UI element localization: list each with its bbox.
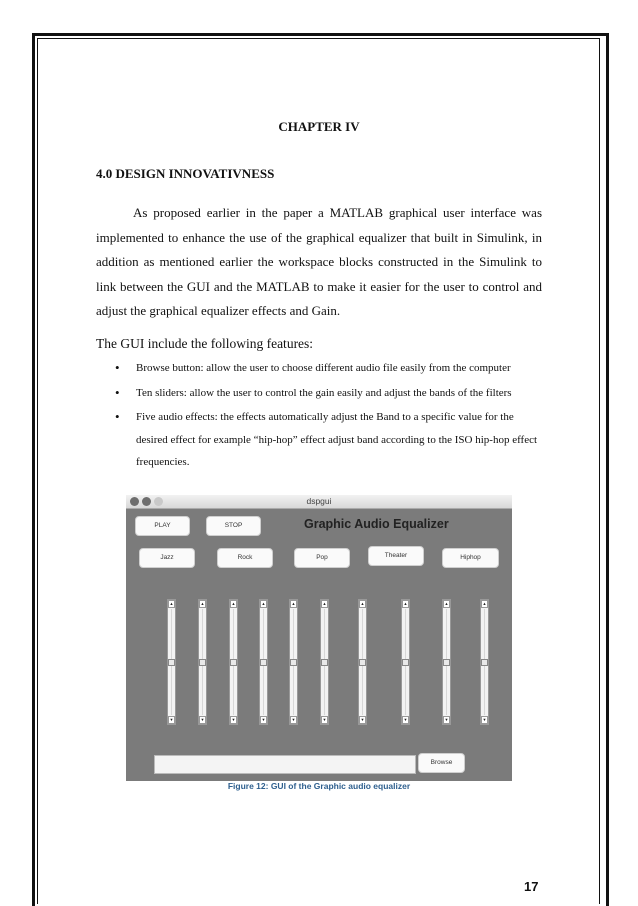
band-slider-4[interactable] (259, 599, 268, 725)
band-slider-10[interactable] (480, 599, 489, 725)
slider-up-arrow-icon[interactable]: ▲ (482, 601, 487, 606)
browse-button[interactable]: Browse (418, 753, 465, 773)
slider-down-arrow-icon[interactable]: ▼ (261, 717, 266, 722)
band-slider-9[interactable] (442, 599, 451, 725)
slider-up-arrow-icon[interactable]: ▲ (322, 601, 327, 606)
slider-down-arrow-icon[interactable]: ▼ (231, 717, 236, 722)
slider-up-arrow-icon[interactable]: ▲ (444, 601, 449, 606)
slider-thumb[interactable] (168, 659, 175, 666)
features-list (113, 357, 543, 476)
slider-down-arrow-icon[interactable]: ▼ (482, 717, 487, 722)
slider-thumb[interactable] (402, 659, 409, 666)
effect-jazz-button[interactable]: Jazz (139, 548, 195, 568)
band-slider-3[interactable] (229, 599, 238, 725)
slider-down-arrow-icon[interactable]: ▼ (444, 717, 449, 722)
section-heading: 4.0 DESIGN INNOVATIVNESS (96, 166, 275, 181)
effect-theater-button[interactable]: Theater (368, 546, 424, 566)
slider-down-arrow-icon[interactable]: ▼ (322, 717, 327, 722)
effect-pop-button[interactable]: Pop (294, 548, 350, 568)
slider-thumb[interactable] (230, 659, 237, 666)
band-slider-2[interactable] (198, 599, 207, 725)
slider-up-arrow-icon[interactable]: ▲ (200, 601, 205, 606)
file-path-field[interactable] (154, 755, 416, 774)
band-slider-8[interactable] (401, 599, 410, 725)
page-number: 17 (524, 879, 539, 894)
effect-hiphop-button[interactable]: Hiphop (442, 548, 499, 568)
slider-down-arrow-icon[interactable]: ▼ (169, 717, 174, 722)
band-slider-7[interactable] (358, 599, 367, 725)
gui-figure (126, 495, 512, 781)
window-titlebar (126, 495, 512, 509)
slider-thumb[interactable] (199, 659, 206, 666)
slider-down-arrow-icon[interactable]: ▼ (200, 717, 205, 722)
slider-up-arrow-icon[interactable]: ▲ (261, 601, 266, 606)
feature-item: • Five audio effects: the effects automatically adjust the Band to a specific value for the desired effect for example “hip-hop” effect adjust band according to the ISO hip-hop effect frequencies. (113, 406, 543, 474)
band-slider-6[interactable] (320, 599, 329, 725)
slider-down-arrow-icon[interactable]: ▼ (360, 717, 365, 722)
feature-item: • Ten sliders: allow the user to control the gain easily and adjust the bands of the filters (113, 382, 543, 405)
slider-thumb[interactable] (321, 659, 328, 666)
slider-up-arrow-icon[interactable]: ▲ (403, 601, 408, 606)
slider-down-arrow-icon[interactable]: ▼ (291, 717, 296, 722)
slider-up-arrow-icon[interactable]: ▲ (360, 601, 365, 606)
slider-thumb[interactable] (443, 659, 450, 666)
slider-up-arrow-icon[interactable]: ▲ (169, 601, 174, 606)
stop-button[interactable]: STOP (206, 516, 261, 536)
slider-thumb[interactable] (481, 659, 488, 666)
slider-up-arrow-icon[interactable]: ▲ (231, 601, 236, 606)
figure-caption: Figure 12: GUI of the Graphic audio equalizer (227, 781, 411, 791)
slider-thumb[interactable] (260, 659, 267, 666)
slider-thumb[interactable] (290, 659, 297, 666)
slider-up-arrow-icon[interactable]: ▲ (291, 601, 296, 606)
slider-thumb[interactable] (359, 659, 366, 666)
feature-item: • Browse button: allow the user to choose different audio file easily from the computer (113, 357, 543, 380)
effect-rock-button[interactable]: Rock (217, 548, 273, 568)
play-button[interactable]: PLAY (135, 516, 190, 536)
chapter-heading: CHAPTER IV (278, 119, 360, 134)
window-title: dspgui (306, 496, 332, 506)
equalizer-title: Graphic Audio Equalizer (304, 517, 449, 531)
features-intro: The GUI include the following features: (96, 336, 314, 351)
slider-down-arrow-icon[interactable]: ▼ (403, 717, 408, 722)
band-slider-5[interactable] (289, 599, 298, 725)
body-paragraph: As proposed earlier in the paper a MATLAB graphical user interface was implemented to enhance the use of the graphical equalizer that built in Simulink, in addition as mentioned earlier the workspace blocks constructed in the Simulink to link between the GUI and the MATLAB to make it easier for the user to control and adjust the graphical equalizer effects and Gain. (96, 205, 542, 318)
band-slider-1[interactable] (167, 599, 176, 725)
